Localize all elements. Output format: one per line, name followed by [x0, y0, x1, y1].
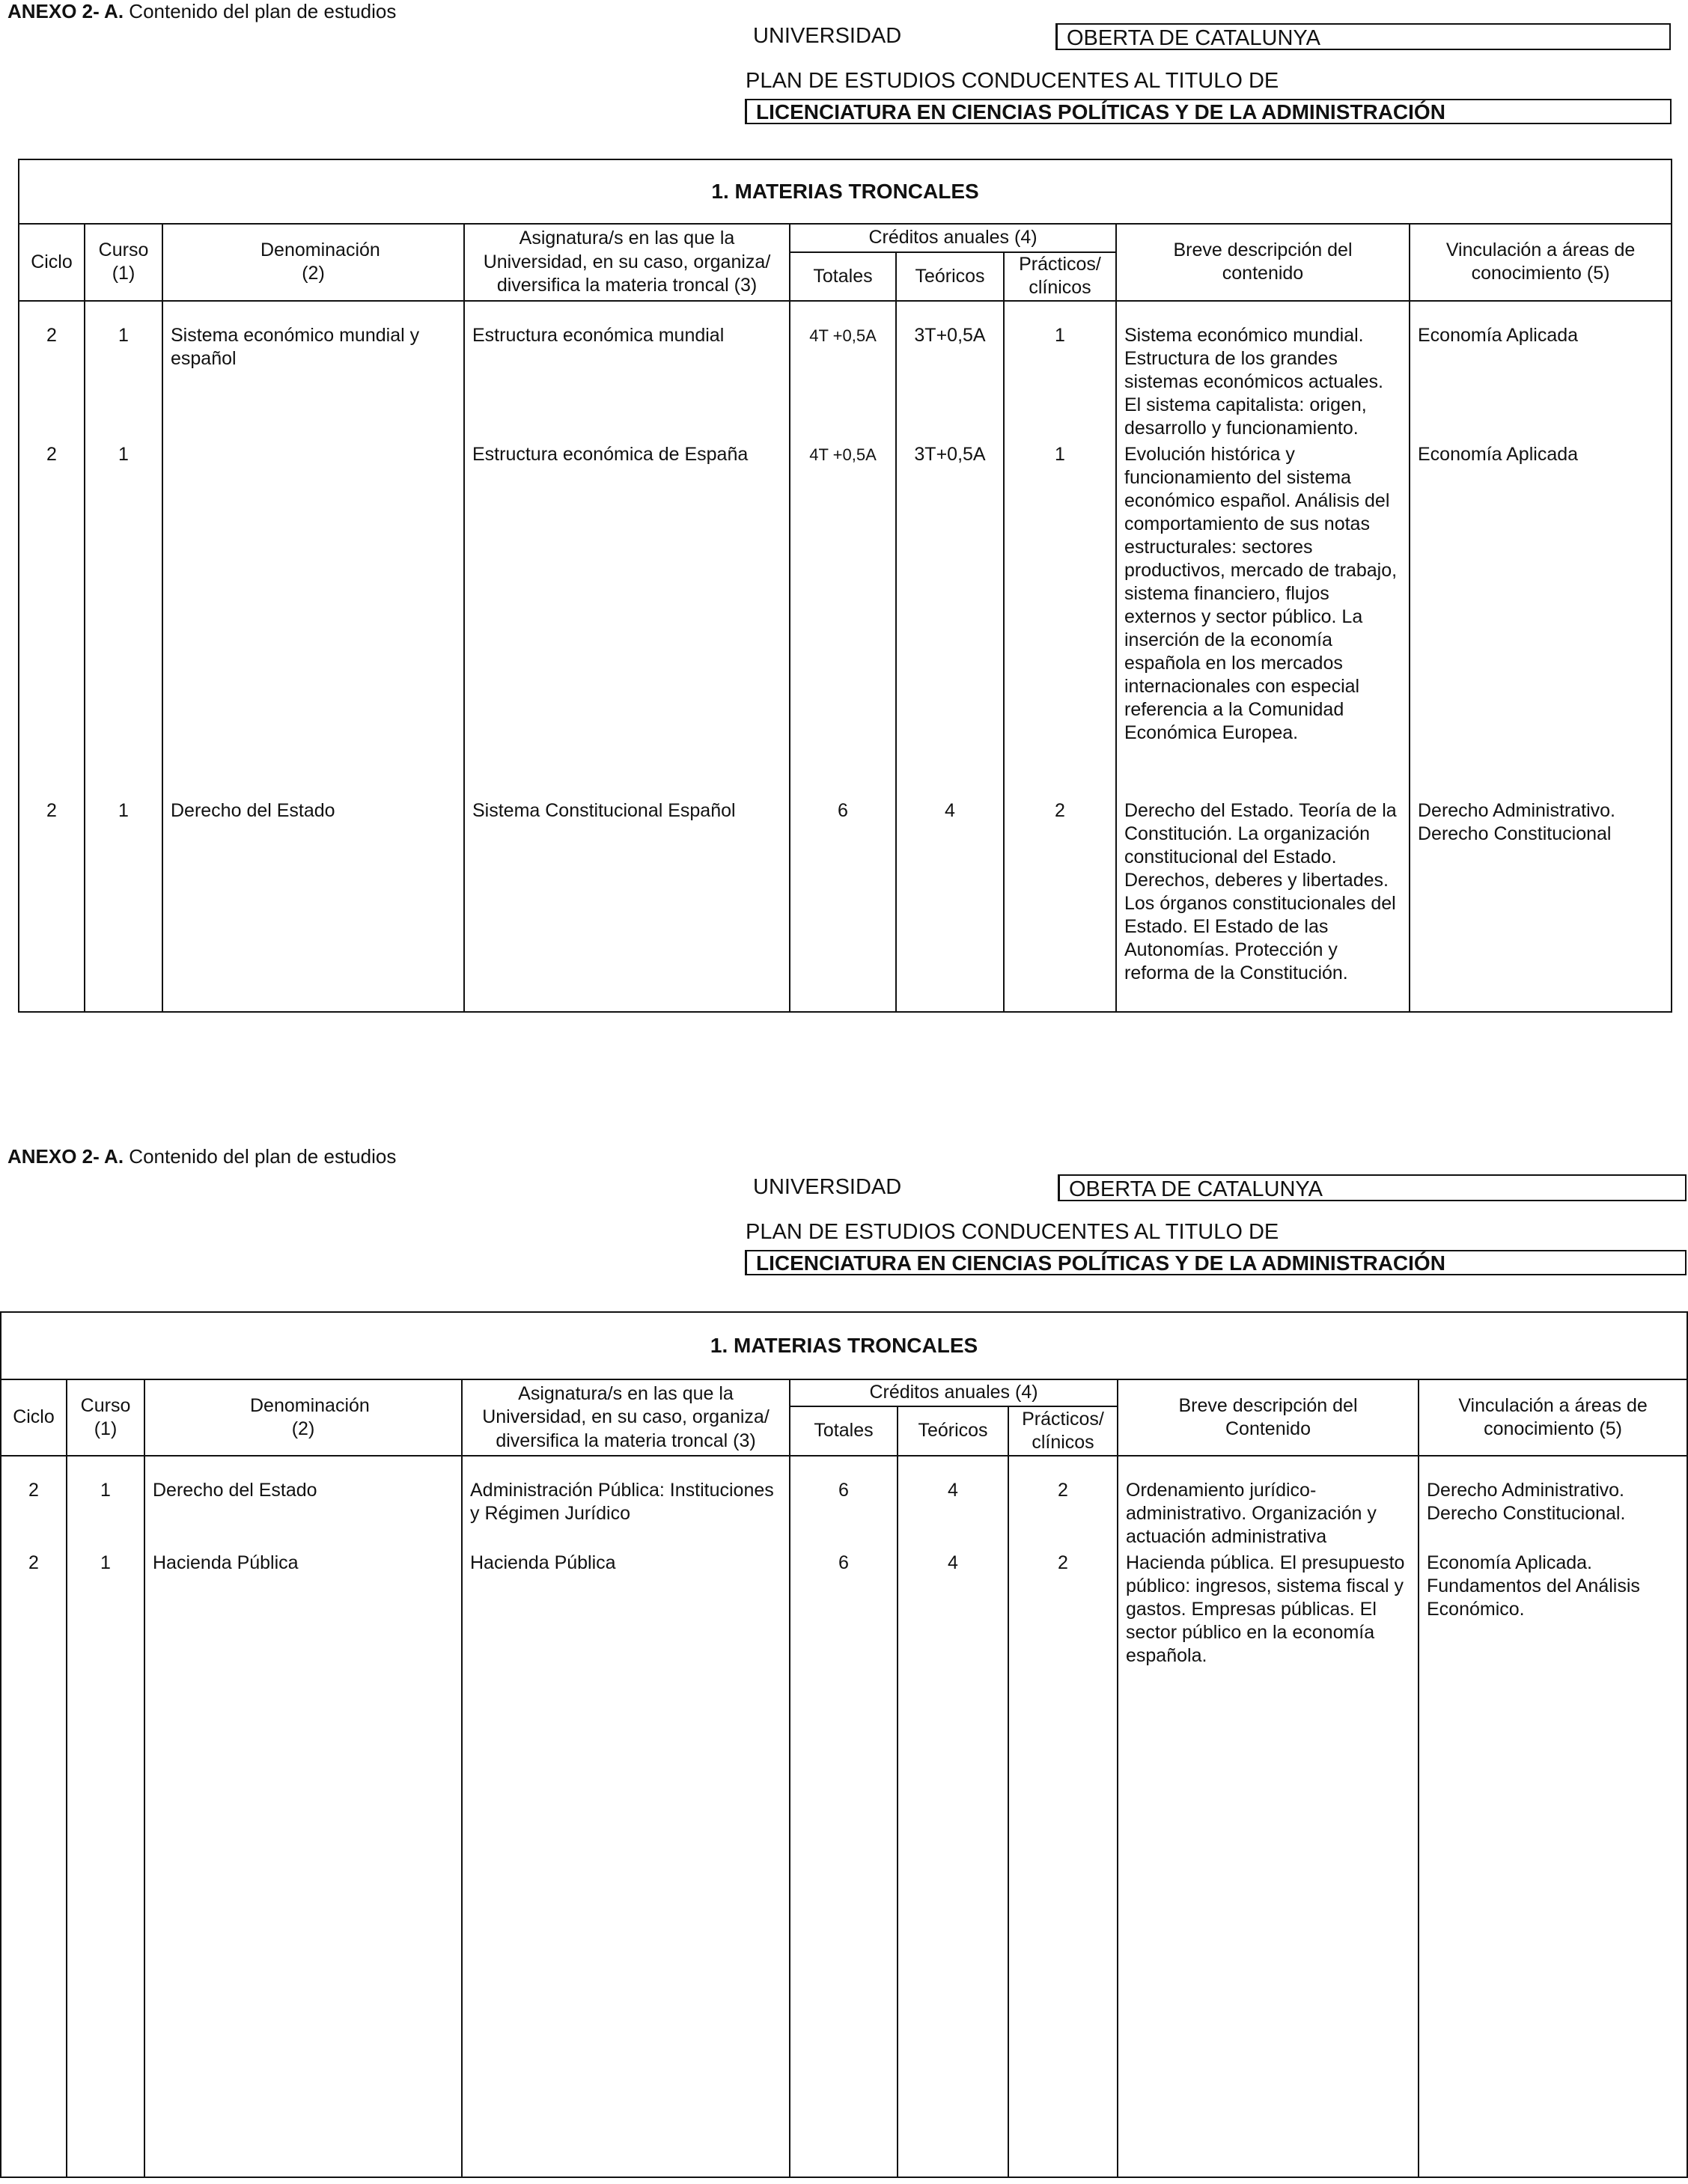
anexo-heading	[7, 0, 396, 23]
cell-totales: 4T +0,5A	[790, 443, 896, 799]
cell-descripcion: Sistema económico mundial. Estructura de los grandes sistemas económicos actuales. El sistema capitalista: origen, desarrollo y funcionamiento.	[1116, 301, 1410, 443]
page-1	[0, 0, 1688, 1063]
cell-denominacion: Derecho del Estado	[144, 1456, 462, 1552]
header-denominacion: Denominación (2)	[162, 224, 464, 301]
cell-vinculacion: Derecho Administrativo. Derecho Constitucional	[1410, 799, 1672, 1012]
cell-denominacion: Derecho del Estado	[162, 799, 464, 1012]
materias-troncales-table	[18, 159, 1672, 1013]
header-practicos: Prácticos/ clínicos	[1008, 1406, 1118, 1456]
cell-denominacion: Sistema económico mundial y español	[162, 301, 464, 443]
table-title: 1. MATERIAS TRONCALES	[19, 159, 1672, 224]
header-curso: Curso (1)	[85, 224, 162, 301]
cell-curso: 1	[67, 1456, 144, 1552]
cell-practicos: 2	[1008, 1552, 1118, 2177]
header-vinculacion: Vinculación a áreas de conocimiento (5)	[1410, 224, 1672, 301]
cell-totales: 6	[790, 1552, 898, 2177]
universidad-label: UNIVERSIDAD	[753, 1175, 902, 1199]
cell-ciclo: 2	[1, 1456, 67, 1552]
cell-teoricos: 4	[896, 799, 1004, 1012]
cell-descripcion: Ordenamiento jurídico-administrativo. Organización y actuación administrativa	[1118, 1456, 1419, 1552]
header-vinculacion: Vinculación a áreas de conocimiento (5)	[1419, 1379, 1687, 1456]
cell-curso: 1	[85, 799, 162, 1012]
titulo-value-box: LICENCIATURA EN CIENCIAS POLÍTICAS Y DE LA ADMINISTRACIÓN	[745, 99, 1672, 124]
cell-teoricos: 4	[898, 1456, 1008, 1552]
header-teoricos: Teóricos	[898, 1406, 1008, 1456]
header-descripcion: Breve descripción del contenido	[1116, 224, 1410, 301]
universidad-value-box: OBERTA DE CATALUNYA	[1055, 23, 1671, 50]
cell-descripcion: Derecho del Estado. Teoría de la Constitución. La organización constitucional del Estado. Derechos, deberes y libertades. Los órganos constitucionales del Estado. El Estado de las Autonomías. Protección y reforma de la Constitución.	[1116, 799, 1410, 1012]
materias-troncales-table	[0, 1311, 1688, 2178]
cell-curso: 1	[85, 443, 162, 799]
cell-asignatura: Hacienda Pública	[462, 1552, 790, 2177]
cell-teoricos: 4	[898, 1552, 1008, 2177]
anexo-text: Contenido del plan de estudios	[124, 1145, 397, 1168]
header-creditos: Créditos anuales (4)	[790, 224, 1116, 252]
header-denominacion: Denominación (2)	[144, 1379, 462, 1456]
header-creditos: Créditos anuales (4)	[790, 1379, 1118, 1406]
cell-asignatura: Estructura económica mundial	[464, 301, 790, 443]
cell-totales: 4T +0,5A	[790, 301, 896, 443]
plan-label: PLAN DE ESTUDIOS CONDUCENTES AL TITULO DE	[746, 1220, 1279, 1244]
table-row	[19, 443, 1672, 799]
universidad-label: UNIVERSIDAD	[753, 24, 902, 48]
cell-vinculacion: Economía Aplicada	[1410, 301, 1672, 443]
cell-totales: 6	[790, 799, 896, 1012]
cell-vinculacion: Economía Aplicada. Fundamentos del Análisis Económico.	[1419, 1552, 1687, 2177]
cell-denominacion	[162, 443, 464, 799]
cell-ciclo: 2	[19, 799, 85, 1012]
table-row	[19, 301, 1672, 443]
cell-descripcion: Hacienda pública. El presupuesto público: ingresos, sistema fiscal y gastos. Empresas públicas. El sector público en la economía española.	[1118, 1552, 1419, 2177]
header-totales: Totales	[790, 1406, 898, 1456]
table-row	[19, 799, 1672, 1012]
header-teoricos: Teóricos	[896, 252, 1004, 301]
cell-vinculacion: Derecho Administrativo. Derecho Constitucional.	[1419, 1456, 1687, 1552]
cell-vinculacion: Economía Aplicada	[1410, 443, 1672, 799]
cell-asignatura: Administración Pública: Instituciones y Régimen Jurídico	[462, 1456, 790, 1552]
anexo-label: ANEXO 2- A.	[7, 0, 124, 22]
table-title: 1. MATERIAS TRONCALES	[1, 1312, 1687, 1379]
cell-curso: 1	[67, 1552, 144, 2177]
cell-ciclo: 2	[1, 1552, 67, 2177]
cell-practicos: 1	[1004, 443, 1116, 799]
cell-descripcion: Evolución histórica y funcionamiento del sistema económico español. Análisis del comportamiento de sus notas estructurales: sectores productivos, mercado de trabajo, sistema financiero, flujos externos y sector público. La inserción de la economía española en los mercados internacionales con especial referencia a la Comunidad Económica Europea.	[1116, 443, 1410, 799]
page-2	[0, 1145, 1688, 2184]
header-asignatura: Asignatura/s en las que la Universidad, en su caso, organiza/ diversifica la materia troncal (3)	[462, 1379, 790, 1456]
cell-teoricos: 3T+0,5A	[896, 443, 1004, 799]
cell-denominacion: Hacienda Pública	[144, 1552, 462, 2177]
header-ciclo: Ciclo	[1, 1379, 67, 1456]
titulo-value-box: LICENCIATURA EN CIENCIAS POLÍTICAS Y DE LA ADMINISTRACIÓN	[745, 1250, 1687, 1275]
anexo-label: ANEXO 2- A.	[7, 1145, 124, 1168]
cell-practicos: 2	[1008, 1456, 1118, 1552]
header-ciclo: Ciclo	[19, 224, 85, 301]
header-descripcion: Breve descripción del Contenido	[1118, 1379, 1419, 1456]
table-row	[1, 1552, 1687, 2177]
anexo-text: Contenido del plan de estudios	[124, 0, 397, 22]
header-practicos: Prácticos/ clínicos	[1004, 252, 1116, 301]
cell-asignatura: Estructura económica de España	[464, 443, 790, 799]
universidad-value-box: OBERTA DE CATALUNYA	[1058, 1174, 1687, 1201]
cell-practicos: 2	[1004, 799, 1116, 1012]
header-asignatura: Asignatura/s en las que la Universidad, en su caso, organiza/ diversifica la materia troncal (3)	[464, 224, 790, 301]
cell-ciclo: 2	[19, 301, 85, 443]
cell-teoricos: 3T+0,5A	[896, 301, 1004, 443]
cell-curso: 1	[85, 301, 162, 443]
cell-asignatura: Sistema Constitucional Español	[464, 799, 790, 1012]
table-row	[1, 1456, 1687, 1552]
cell-practicos: 1	[1004, 301, 1116, 443]
header-totales: Totales	[790, 252, 896, 301]
anexo-heading	[7, 1145, 396, 1168]
plan-label: PLAN DE ESTUDIOS CONDUCENTES AL TITULO DE	[746, 69, 1279, 93]
header-curso: Curso (1)	[67, 1379, 144, 1456]
cell-ciclo: 2	[19, 443, 85, 799]
cell-totales: 6	[790, 1456, 898, 1552]
